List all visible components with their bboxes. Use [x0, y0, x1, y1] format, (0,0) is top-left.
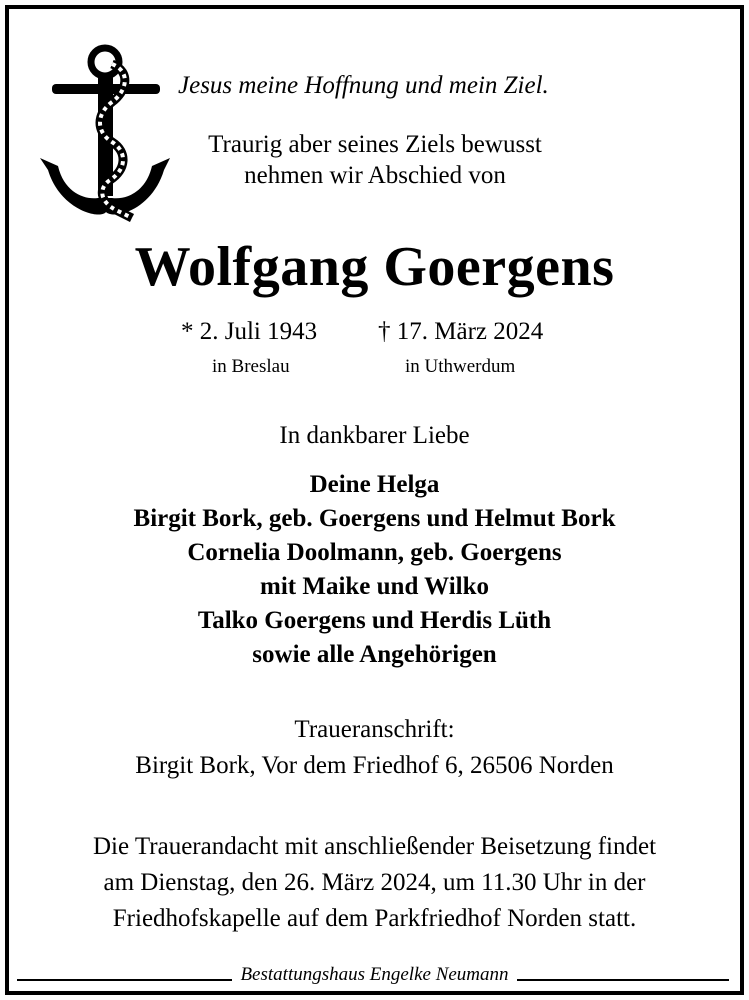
service-line: Friedhofskapelle auf dem Parkfriedhof Norden statt. — [112, 905, 637, 932]
footer — [9, 964, 740, 994]
address-label: Traueranschrift: — [294, 716, 455, 743]
death-place: in Uthwerdum — [405, 356, 516, 377]
intro-line-1: Traurig aber seines Ziels bewusst — [208, 131, 542, 158]
family-list — [0, 468, 749, 672]
thanks-text: In dankbarer Liebe — [279, 422, 470, 449]
family-line: mit Maike und Wilko — [260, 573, 489, 600]
deceased-name: Wolfgang Goergens — [134, 236, 615, 298]
birth-date: * 2. Juli 1943 — [181, 318, 318, 345]
family-line: Cornelia Doolmann, geb. Goergens — [187, 539, 562, 566]
address-text: Birgit Bork, Vor dem Friedhof 6, 26506 Norden — [135, 752, 614, 779]
service-info — [0, 829, 749, 937]
anchor-icon — [40, 42, 175, 222]
family-line: Birgit Bork, geb. Goergens und Helmut Bork — [133, 505, 616, 532]
death-date: † 17. März 2024 — [378, 318, 544, 345]
service-line: Die Trauerandacht mit anschließender Beisetzung findet — [92, 833, 657, 860]
birth-place: in Breslau — [212, 356, 290, 377]
intro-line-2: nehmen wir Abschied von — [244, 162, 506, 189]
family-line: Talko Goergens und Herdis Lüth — [197, 607, 552, 634]
family-line: sowie alle Angehörigen — [252, 641, 497, 668]
footer-text: Bestattungshaus Engelke Neumann — [232, 964, 516, 985]
motto-text: Jesus meine Hoffnung und mein Ziel. — [178, 72, 549, 99]
family-line: Deine Helga — [309, 471, 440, 498]
service-line: am Dienstag, den 26. März 2024, um 11.30 Uhr in der — [103, 869, 646, 896]
